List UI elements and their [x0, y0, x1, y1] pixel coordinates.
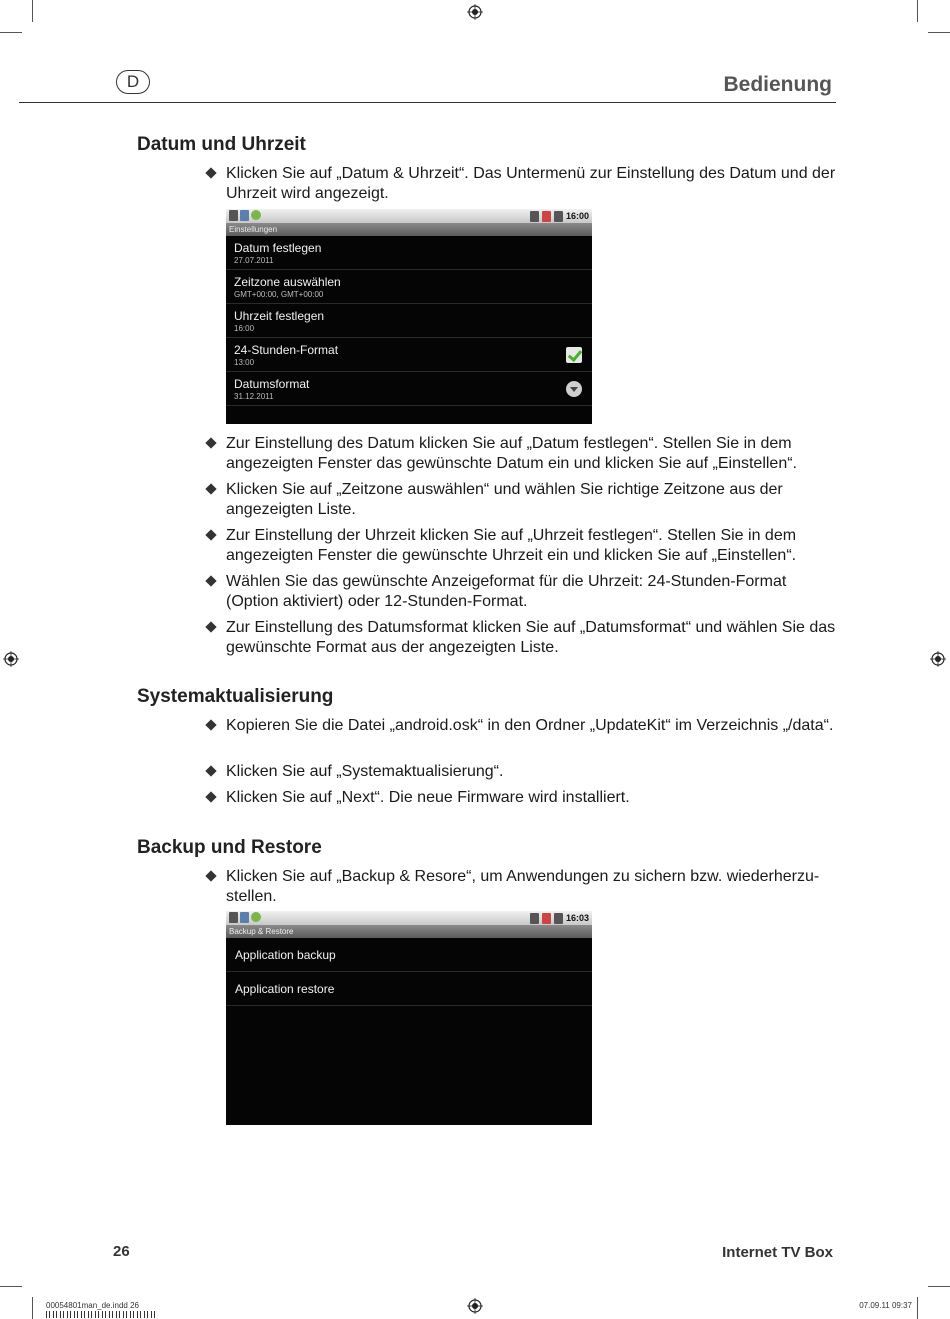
diamond-bullet-icon: [205, 719, 216, 730]
section-heading-system: Systemaktualisierung: [137, 686, 334, 707]
diamond-bullet-icon: [205, 437, 216, 448]
diamond-bullet-icon: [205, 529, 216, 540]
dropdown-arrow-icon[interactable]: [566, 381, 582, 397]
diamond-bullet-icon: [205, 483, 216, 494]
application-restore-item[interactable]: [226, 972, 592, 1006]
chapter-title: Bedienung: [723, 73, 832, 96]
bullet-text: Wählen Sie das gewünschte Anzeigeformat für die Uhrzeit: 24-Stunden-Format (Option aktiviert) oder 12-Stunden-Format.: [226, 573, 787, 610]
list-item: [206, 164, 838, 204]
section-heading-datum: Datum und Uhrzeit: [137, 134, 306, 155]
bullet-text: Klicken Sie auf „Next“. Die neue Firmware wird installiert.: [226, 789, 630, 806]
android-icon: [251, 210, 261, 220]
usb-icon: [229, 210, 238, 221]
screen-title: Einstellungen: [226, 223, 592, 236]
list-item: [206, 867, 838, 907]
bullet-text: Zur Einstellung des Datum klicken Sie auf „Datum festlegen“. Stellen Sie in dem angezeigten Fenster das gewünschte Datum ein und klicken Sie auf „Einstellen“.: [226, 435, 797, 472]
bullet-text: Zur Einstellung des Datumsformat klicken Sie auf „Datumsformat“ und wählen Sie das gewünschte Format aus der angezeigten Liste.: [226, 619, 836, 656]
crop-mark: [928, 32, 950, 33]
battery-icon: [554, 913, 563, 924]
battery-icon: [554, 211, 563, 222]
setting-value: GMT+00:00, GMT+00:00: [234, 290, 324, 299]
usb-icon: [229, 912, 238, 923]
signal-icon: [542, 913, 551, 924]
crop-mark: [0, 1286, 22, 1287]
setting-title: Datum festlegen: [234, 241, 322, 255]
setting-timezone[interactable]: [226, 270, 592, 304]
bullet-text: Klicken Sie auf „Systemaktualisierung“.: [226, 763, 504, 780]
menu-item-label: Application restore: [235, 982, 335, 996]
setting-time[interactable]: [226, 304, 592, 338]
crop-mark: [32, 0, 33, 22]
backup-screenshot: [226, 911, 592, 1125]
crop-mark: [928, 1286, 950, 1287]
setting-title: Datumsformat: [234, 377, 310, 391]
status-time: 16:00: [565, 211, 589, 221]
diamond-bullet-icon: [205, 167, 216, 178]
crop-mark: [917, 1297, 918, 1319]
print-slug-date: 07.09.11 09:37: [859, 1301, 912, 1310]
application-backup-item[interactable]: [226, 938, 592, 972]
barcode-graphic: [46, 1311, 156, 1318]
registration-mark-icon: [467, 1298, 483, 1314]
setting-date[interactable]: [226, 236, 592, 270]
bullet-text: Kopieren Sie die Datei „android.osk“ in den Ordner „UpdateKit“ im Verzeichnis „/data“.: [226, 717, 834, 734]
page-number: 26: [113, 1243, 130, 1260]
list-item: [206, 434, 838, 474]
bullet-text: Zur Einstellung der Uhrzeit klicken Sie auf „Uhrzeit festlegen“. Stellen Sie in dem angezeigten Fenster die gewünschte Uhrzeit ein und klicken Sie auf „Einstellen“.: [226, 527, 797, 564]
diamond-bullet-icon: [205, 621, 216, 632]
list-item: [206, 480, 838, 520]
list-item: [206, 762, 838, 782]
registration-mark-icon: [930, 651, 946, 667]
checkbox-checked-icon[interactable]: [566, 347, 582, 363]
keyboard-icon: [240, 912, 249, 923]
diamond-bullet-icon: [205, 791, 216, 802]
settings-screenshot: [226, 209, 592, 424]
bullet-text: Klicken Sie auf „Backup & Resore“, um Anwendungen zu sichern bzw. wiederherzu-stellen.: [226, 868, 820, 905]
setting-title: 24-Stunden-Format: [234, 343, 339, 357]
header-divider: [19, 102, 836, 103]
list-item: [206, 526, 838, 566]
list-item: [206, 788, 838, 808]
status-bar: [226, 911, 592, 925]
registration-mark-icon: [467, 4, 483, 20]
setting-title: Uhrzeit festlegen: [234, 309, 325, 323]
status-bar: [226, 209, 592, 223]
setting-value: 27.07.2011: [234, 256, 274, 265]
setting-date-format[interactable]: [226, 372, 592, 406]
diamond-bullet-icon: [205, 870, 216, 881]
language-badge: D: [116, 70, 150, 94]
setting-24h-format[interactable]: [226, 338, 592, 372]
screen-title: Backup & Restore: [226, 925, 592, 938]
print-slug-file: 00054801man_de.indd 26: [46, 1301, 139, 1310]
diamond-bullet-icon: [205, 575, 216, 586]
crop-mark: [32, 1297, 33, 1319]
setting-title: Zeitzone auswählen: [234, 275, 341, 289]
registration-mark-icon: [3, 651, 19, 667]
product-name: Internet TV Box: [722, 1244, 833, 1261]
bullet-text: Klicken Sie auf „Zeitzone auswählen“ und wählen Sie richtige Zeitzone aus der angezeigten Liste.: [226, 481, 783, 518]
section-heading-backup: Backup und Restore: [137, 837, 322, 858]
setting-value: 16:00: [234, 324, 255, 333]
keyboard-icon: [240, 210, 249, 221]
crop-mark: [0, 32, 22, 33]
android-icon: [251, 912, 261, 922]
signal-icon: [542, 211, 551, 222]
list-item: [206, 716, 838, 736]
setting-value: 31.12.2011: [234, 392, 274, 401]
crop-mark: [917, 0, 918, 22]
menu-item-label: Application backup: [235, 948, 336, 962]
bluetooth-icon: [530, 211, 539, 222]
list-item: [206, 618, 838, 658]
diamond-bullet-icon: [205, 765, 216, 776]
setting-value: 13:00: [234, 358, 255, 367]
bullet-text: Klicken Sie auf „Datum & Uhrzeit“. Das Untermenü zur Einstellung des Datum und der Uhrzeit wird angezeigt.: [226, 165, 836, 202]
bluetooth-icon: [530, 913, 539, 924]
list-item: [206, 572, 838, 612]
status-time: 16:03: [565, 913, 589, 923]
